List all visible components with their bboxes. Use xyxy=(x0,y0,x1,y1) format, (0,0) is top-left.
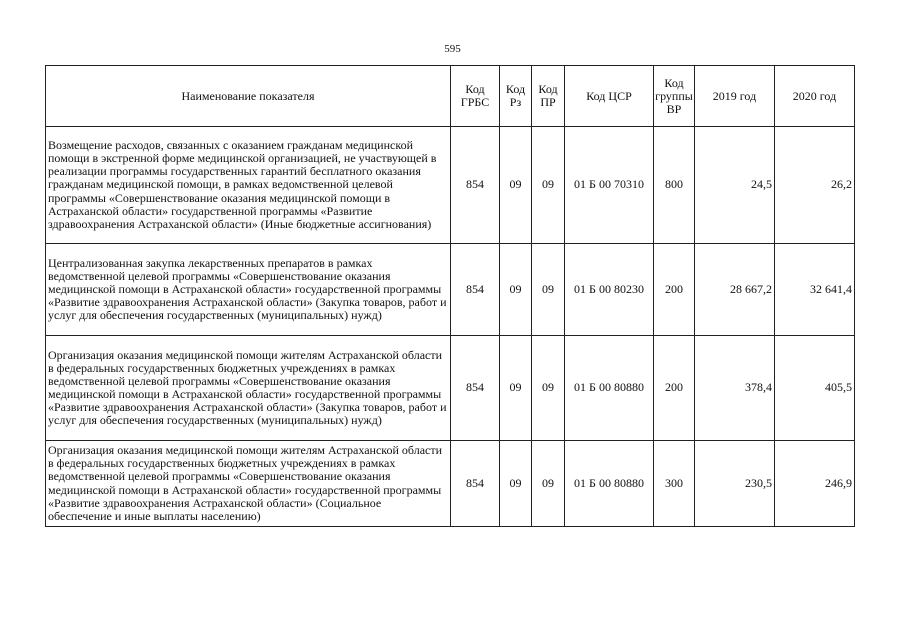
header-row xyxy=(46,66,855,127)
row-grbs: 854 xyxy=(451,244,500,336)
row-name: Централизованная закупка лекарственных препаратов в рамках ведомственной целевой программы «Совершенствование оказания медицинской помощи в Астраханской области» государственной программы «Развитие здравоохранения Астраханской области» (Закупка товаров, работ и услуг для обеспечения государственных (муниципальных) нужд) xyxy=(46,244,451,336)
row-2019: 28 667,2 xyxy=(695,244,775,336)
budget-table xyxy=(45,65,855,527)
row-rz: 09 xyxy=(500,336,532,441)
row-vr: 200 xyxy=(654,244,695,336)
row-vr: 200 xyxy=(654,336,695,441)
header-rz: Код Рз xyxy=(500,66,532,127)
row-name: Возмещение расходов, связанных с оказанием гражданам медицинской помощи в экстренной форме медицинской организацией, не участвующей в реализации программы государственных гарантий бесплатного оказания гражданам медицинской помощи, в рамках ведомственной целевой программы «Совершенствование оказания медицинской помощи в Астраханской области» государственной программы «Развитие здравоохранения Астраханской области» (Иные бюджетные ассигнования) xyxy=(46,127,451,244)
row-csr: 01 Б 00 80230 xyxy=(565,244,654,336)
row-2019: 24,5 xyxy=(695,127,775,244)
table-row xyxy=(46,441,855,527)
row-vr: 800 xyxy=(654,127,695,244)
header-2019: 2019 год xyxy=(695,66,775,127)
row-2020: 32 641,4 xyxy=(775,244,855,336)
row-2020: 405,5 xyxy=(775,336,855,441)
table-row xyxy=(46,336,855,441)
row-rz: 09 xyxy=(500,244,532,336)
row-name: Организация оказания медицинской помощи жителям Астраханской области в федеральных государственных бюджетных учреждениях в рамках ведомственной целевой программы «Совершенствование оказания медицинской помощи в Астраханской области» государственной программы «Развитие здравоохранения Астраханской области» (Закупка товаров, работ и услуг для обеспечения государственных (муниципальных) нужд) xyxy=(46,336,451,441)
row-grbs: 854 xyxy=(451,336,500,441)
page-number: 595 xyxy=(444,43,461,55)
row-csr: 01 Б 00 70310 xyxy=(565,127,654,244)
row-2020: 26,2 xyxy=(775,127,855,244)
row-pr: 09 xyxy=(532,441,565,527)
row-2019: 230,5 xyxy=(695,441,775,527)
row-pr: 09 xyxy=(532,336,565,441)
row-csr: 01 Б 00 80880 xyxy=(565,336,654,441)
header-grbs: Код ГРБС xyxy=(451,66,500,127)
header-csr: Код ЦСР xyxy=(565,66,654,127)
row-name: Организация оказания медицинской помощи жителям Астраханской области в федеральных государственных бюджетных учреждениях в рамках ведомственной целевой программы «Совершенствование оказания медицинской помощи в Астраханской области» государственной программы «Развитие здравоохранения Астраханской области» (Социальное обеспечение и иные выплаты населению) xyxy=(46,441,451,527)
row-grbs: 854 xyxy=(451,441,500,527)
row-csr: 01 Б 00 80880 xyxy=(565,441,654,527)
row-grbs: 854 xyxy=(451,127,500,244)
header-2020: 2020 год xyxy=(775,66,855,127)
row-vr: 300 xyxy=(654,441,695,527)
table-row xyxy=(46,127,855,244)
row-pr: 09 xyxy=(532,127,565,244)
row-2020: 246,9 xyxy=(775,441,855,527)
row-2019: 378,4 xyxy=(695,336,775,441)
table-row xyxy=(46,244,855,336)
row-rz: 09 xyxy=(500,441,532,527)
row-rz: 09 xyxy=(500,127,532,244)
header-vr: Код группы ВР xyxy=(654,66,695,127)
header-name: Наименование показателя xyxy=(46,66,451,127)
row-pr: 09 xyxy=(532,244,565,336)
header-pr: Код ПР xyxy=(532,66,565,127)
